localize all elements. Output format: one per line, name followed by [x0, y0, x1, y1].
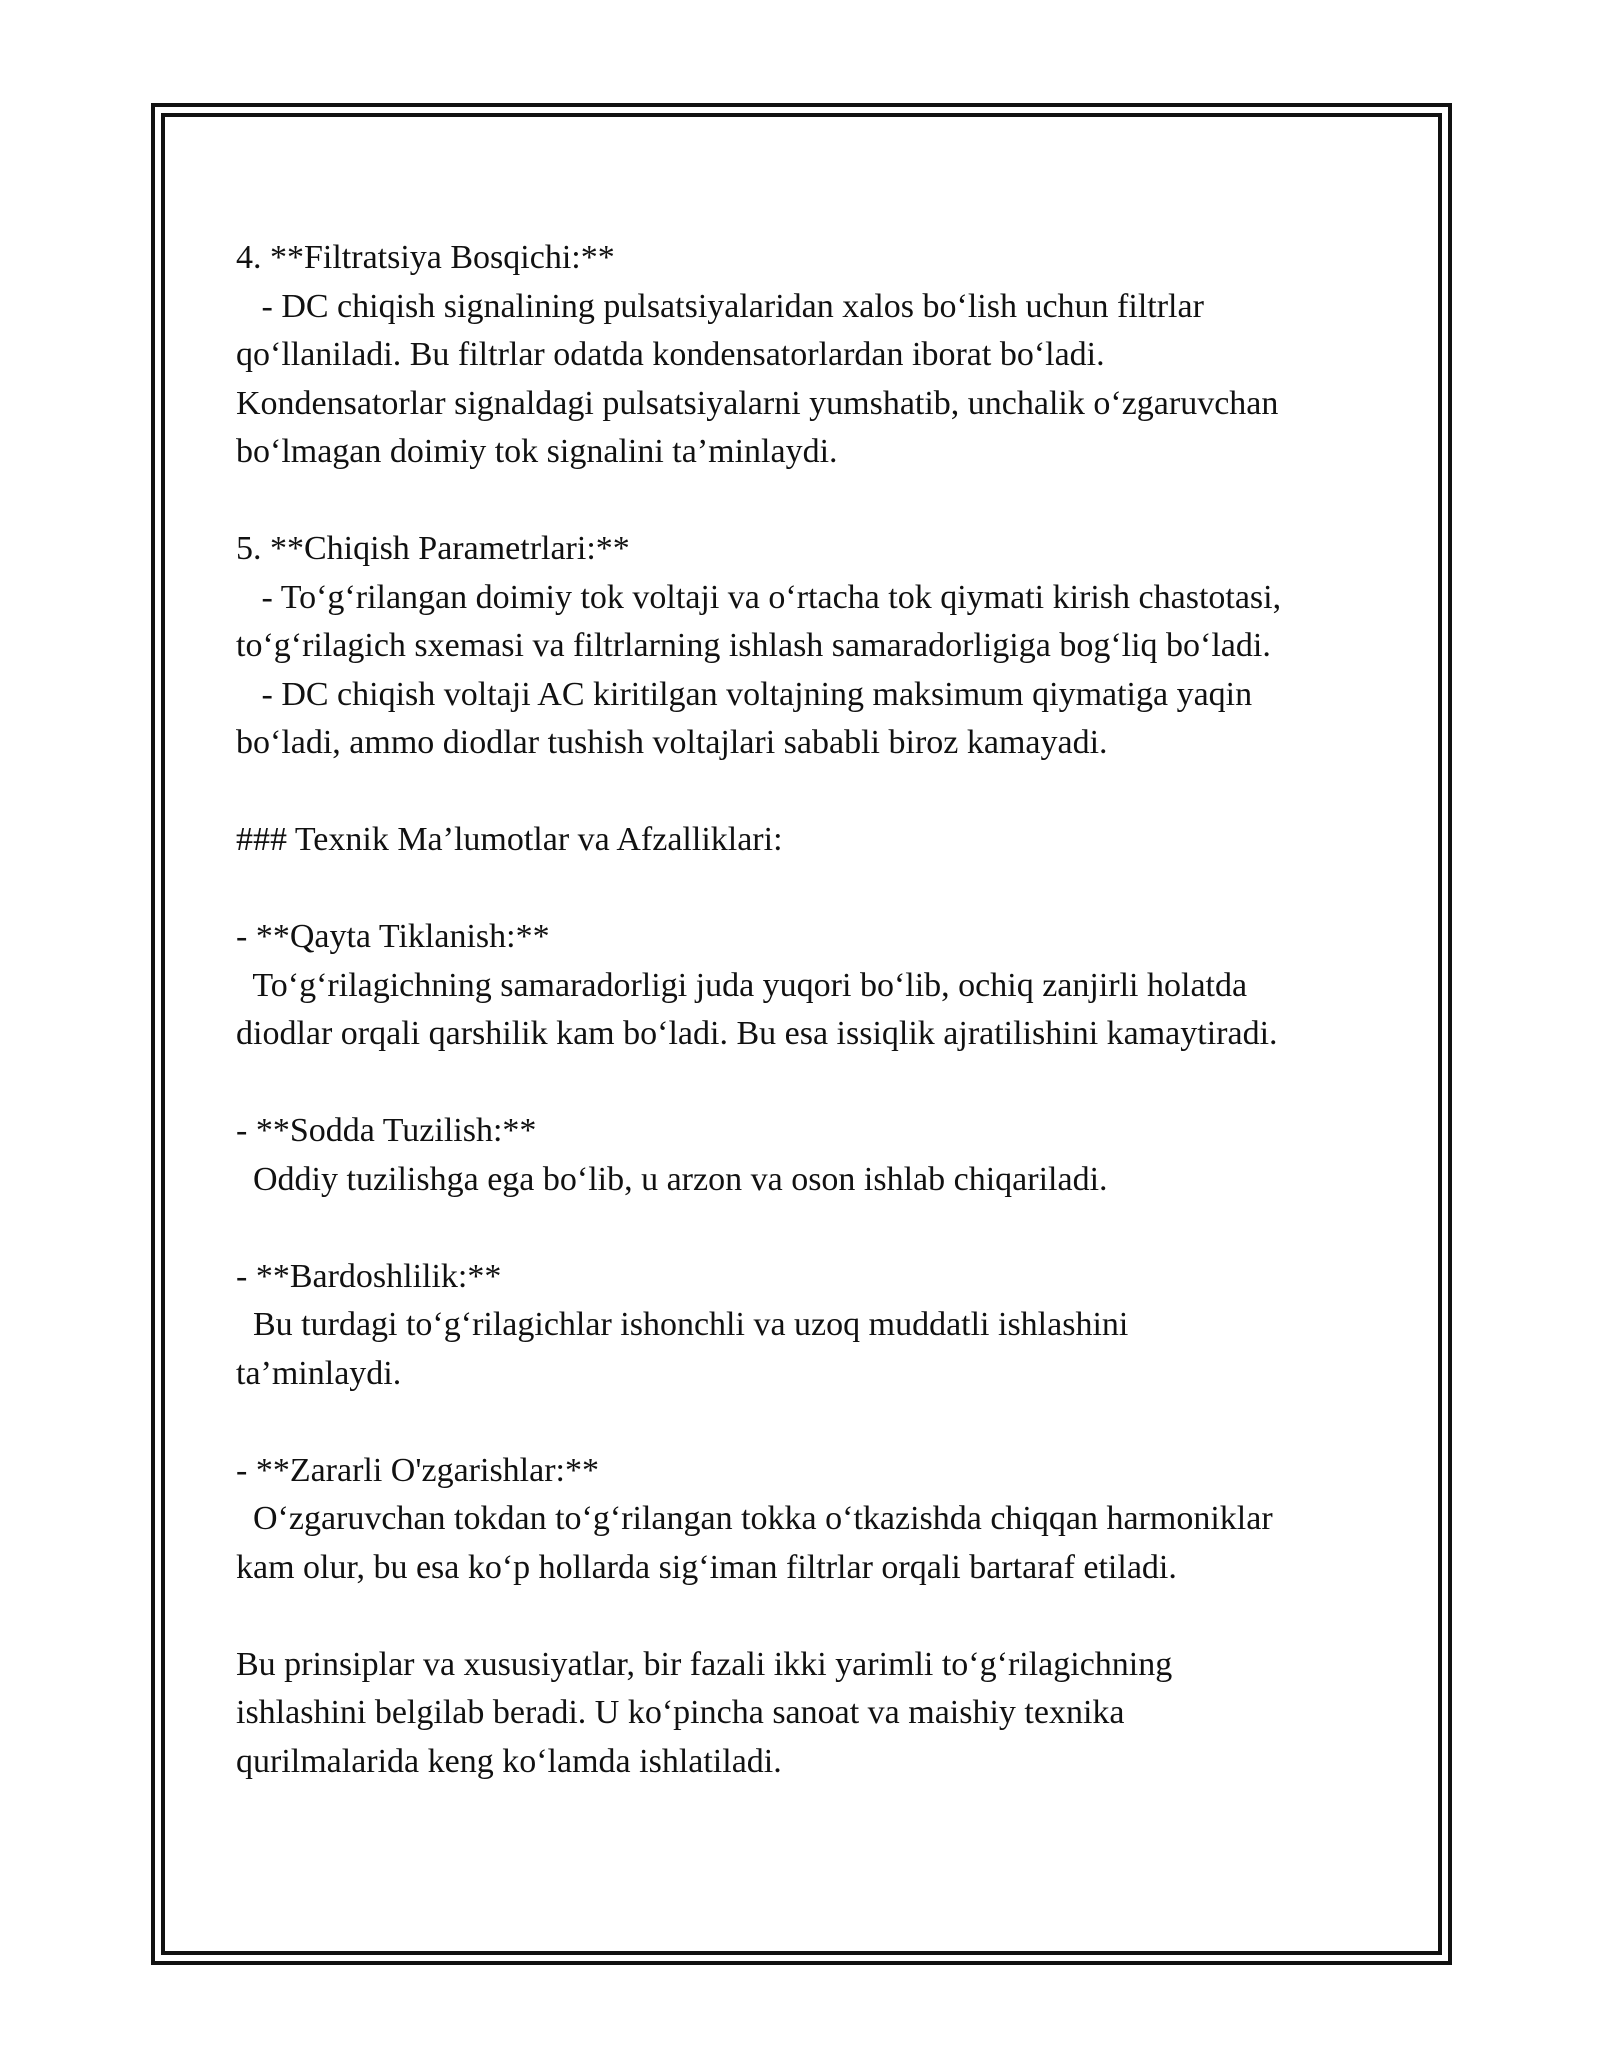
item-bardoshlilik: [236, 1253, 1386, 1399]
text-line: bo‘lmagan doimiy tok signalini ta’minlaydi.: [236, 433, 838, 470]
text-line: O‘zgaruvchan tokdan to‘g‘rilangan tokka o‘tkazishda chiqqan harmoniklar: [236, 1500, 1273, 1537]
text-line: Bu prinsiplar va xususiyatlar, bir fazali ikki yarimli to‘g‘rilagichning: [236, 1645, 1173, 1683]
section-texnik-malumotlar: [236, 816, 1386, 865]
text-line: - DC chiqish signalining pulsatsiyalaridan xalos bo‘lish uchun filtrlar: [236, 287, 1204, 325]
document-body: [236, 234, 1386, 1835]
conclusion-paragraph: [236, 1641, 1386, 1787]
text-line: to‘g‘rilagich sxemasi va filtrlarning ishlash samaradorligiga bog‘liq bo‘ladi.: [236, 627, 1271, 664]
item-zararli-ozgarishlar: [236, 1447, 1386, 1593]
text-line: diodlar orqali qarshilik kam bo‘ladi. Bu esa issiqlik ajratilishini kamaytiradi.: [236, 1015, 1278, 1052]
text-line: Bu turdagi to‘g‘rilagichlar ishonchli va uzoq muddatli ishlashini: [236, 1306, 1129, 1343]
section-filtratsiya: [236, 234, 1386, 477]
text-line: bo‘ladi, ammo diodlar tushish voltajlari sababli biroz kamayadi.: [236, 724, 1108, 761]
section-heading: 4. **Filtratsiya Bosqichi:**: [236, 239, 615, 276]
text-line: ishlashini belgilab beradi. U ko‘pincha sanoat va maishiy texnika: [236, 1694, 1125, 1731]
item-heading: - **Bardoshlilik:**: [236, 1257, 502, 1295]
text-line: - DC chiqish voltaji AC kiritilgan voltajning maksimum qiymatiga yaqin: [236, 675, 1253, 713]
section-heading: 5. **Chiqish Parametrlari:**: [236, 530, 630, 567]
text-line: qo‘llaniladi. Bu filtrlar odatda kondensatorlardan iborat bo‘ladi.: [236, 336, 1105, 373]
text-line: qurilmalarida keng ko‘lamda ishlatiladi.: [236, 1742, 782, 1780]
item-sodda-tuzilish: [236, 1107, 1386, 1204]
text-line: ta’minlaydi.: [236, 1354, 402, 1392]
item-heading: - **Sodda Tuzilish:**: [236, 1112, 537, 1149]
text-line: Oddiy tuzilishga ega bo‘lib, u arzon va oson ishlab chiqariladi.: [236, 1160, 1108, 1198]
item-heading: - **Qayta Tiklanish:**: [236, 918, 550, 955]
text-line: To‘g‘rilagichning samaradorligi juda yuqori bo‘lib, ochiq zanjirli holatda: [236, 966, 1248, 1004]
text-line: Kondensatorlar signaldagi pulsatsiyalarni yumshatib, unchalik o‘zgaruvchan: [236, 384, 1279, 422]
text-line: - To‘g‘rilangan doimiy tok voltaji va o‘rtacha tok qiymati kirish chastotasi,: [236, 578, 1282, 616]
text-line: kam olur, bu esa ko‘p hollarda sig‘iman filtrlar orqali bartaraf etiladi.: [236, 1548, 1177, 1586]
item-heading: - **Zararli O'zgarishlar:**: [236, 1451, 599, 1489]
section-chiqish-parametrlari: [236, 525, 1386, 768]
section-heading: ### Texnik Ma’lumotlar va Afzalliklari:: [236, 821, 783, 858]
item-qayta-tiklanish: [236, 913, 1386, 1059]
